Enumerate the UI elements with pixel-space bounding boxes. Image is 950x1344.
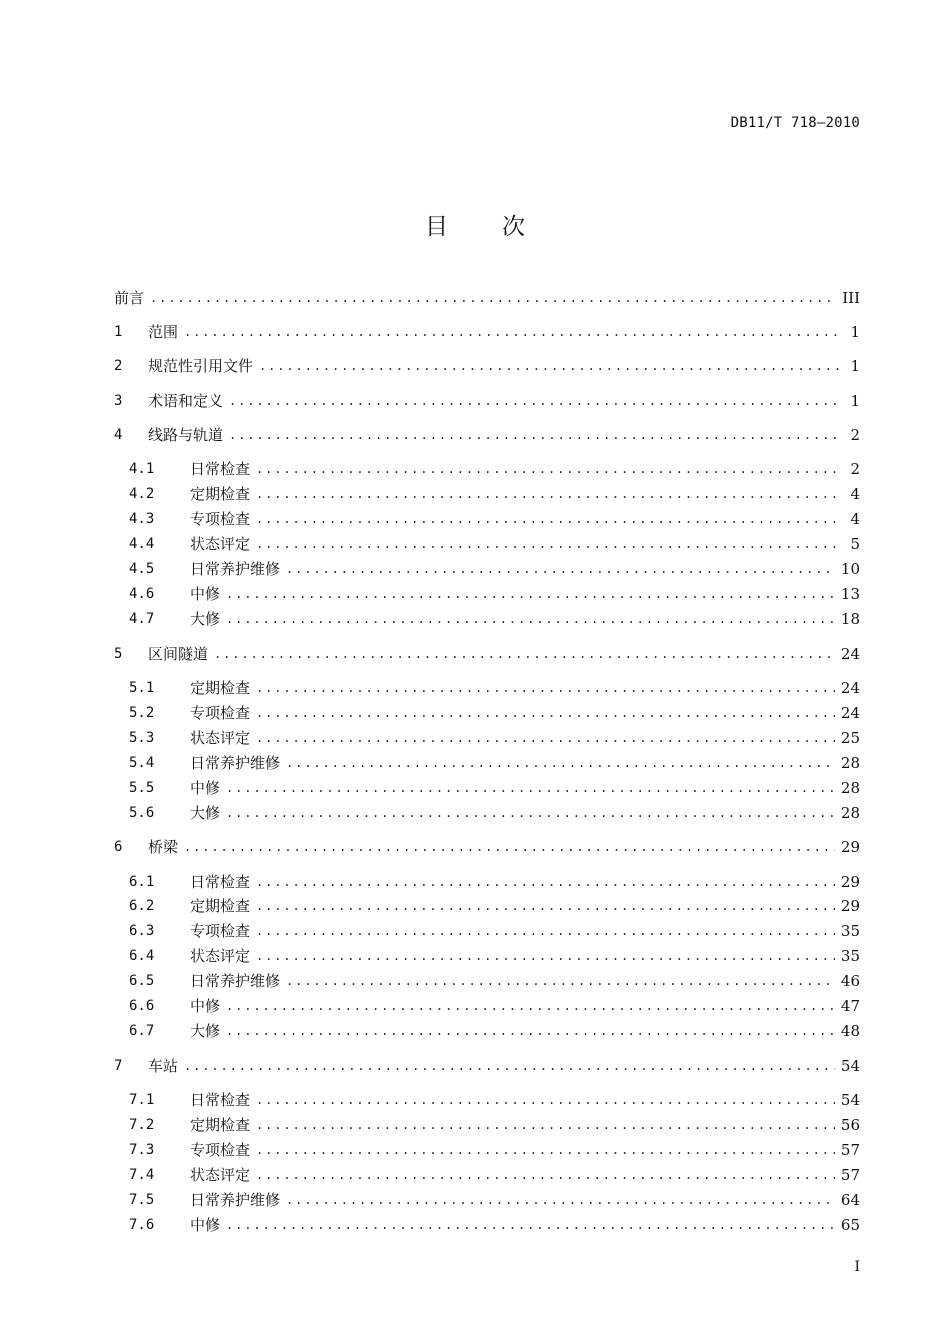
- toc-entry-label: 定期检查: [190, 897, 251, 915]
- toc-entry-page: 18: [840, 610, 860, 628]
- toc-subentry[interactable]: [129, 483, 860, 505]
- toc-entry-page: 1: [850, 323, 860, 341]
- toc-entry-page: 1: [850, 357, 860, 375]
- dot-leader: [226, 802, 835, 824]
- toc-entry-label: 线路与轨道: [148, 426, 224, 444]
- dot-leader: [286, 558, 835, 580]
- toc-subentry[interactable]: [129, 920, 860, 942]
- toc-entry-label: 中修: [190, 997, 221, 1015]
- toc-entry-label: 日常养护维修: [190, 972, 281, 990]
- toc-entry-page: 29: [840, 838, 860, 856]
- dot-leader: [286, 1189, 835, 1211]
- toc-entry-label: 定期检查: [190, 485, 251, 503]
- toc-entry-label: 日常检查: [190, 460, 251, 478]
- toc-subentry[interactable]: [129, 1164, 860, 1186]
- toc-subentry[interactable]: [129, 802, 860, 824]
- toc-entry-number: 5.5: [129, 780, 155, 796]
- toc-entry-label: 大修: [190, 610, 221, 628]
- toc-entry-page: 24: [840, 679, 860, 697]
- toc-entry-number: 5.3: [129, 730, 155, 746]
- toc-entry-number: 6.4: [129, 948, 155, 964]
- toc-subentry[interactable]: [129, 1114, 860, 1136]
- dot-leader: [229, 390, 840, 412]
- toc-entry-page: 28: [840, 779, 860, 797]
- dot-leader: [226, 1214, 835, 1236]
- toc-entry-page: 47: [840, 997, 860, 1015]
- toc-entry-page: 35: [840, 947, 860, 965]
- toc-subentry[interactable]: [129, 533, 860, 555]
- toc-subentry[interactable]: [129, 1139, 860, 1161]
- toc-subentry[interactable]: [129, 1189, 860, 1211]
- toc-entry-label: 状态评定: [190, 729, 251, 747]
- toc-entry-number: 5.2: [129, 705, 155, 721]
- toc-entry-page: 2: [850, 426, 860, 444]
- toc-subentry[interactable]: [129, 558, 860, 580]
- toc-entry-page: 1: [850, 392, 860, 410]
- toc-entry-number: 7.3: [129, 1142, 155, 1158]
- toc-entry-label: 专项检查: [190, 510, 251, 528]
- toc-subentry[interactable]: [129, 1020, 860, 1042]
- toc-entry[interactable]: [114, 836, 860, 858]
- toc-subentry[interactable]: [129, 1089, 860, 1111]
- dot-leader: [256, 945, 835, 967]
- toc-subentry[interactable]: [129, 608, 860, 630]
- toc-entry-label: 日常养护维修: [190, 1191, 281, 1209]
- toc-entry-page: 54: [840, 1057, 860, 1075]
- toc-entry-number: 5.4: [129, 755, 155, 771]
- toc-subentry[interactable]: [129, 995, 860, 1017]
- toc-entry-page: 10: [840, 560, 860, 578]
- toc-entry-number: 6.7: [129, 1023, 155, 1039]
- toc-entry-number: 4.1: [129, 461, 155, 477]
- toc-entry-label: 车站: [148, 1057, 179, 1075]
- dot-leader: [150, 287, 836, 309]
- toc-entry-label: 日常养护维修: [190, 560, 281, 578]
- toc-subentry[interactable]: [129, 752, 860, 774]
- toc-entry-label: 专项检查: [190, 922, 251, 940]
- dot-leader: [256, 483, 840, 505]
- toc-entry-page: 24: [840, 704, 860, 722]
- dot-leader: [256, 508, 840, 530]
- toc-entry-page: 24: [840, 645, 860, 663]
- toc-entry-label: 专项检查: [190, 1141, 251, 1159]
- toc-entry[interactable]: [114, 1055, 860, 1077]
- toc-entry-page: 35: [840, 922, 860, 940]
- toc-entry-number: 4: [114, 427, 123, 443]
- dot-leader: [256, 871, 835, 893]
- toc-entry-page: 29: [840, 873, 860, 891]
- dot-leader: [286, 970, 835, 992]
- dot-leader: [256, 458, 840, 480]
- toc-subentry[interactable]: [129, 727, 860, 749]
- toc-entry-number: 7.4: [129, 1167, 155, 1183]
- toc-entry-number: 7.5: [129, 1192, 155, 1208]
- toc-subentry[interactable]: [129, 970, 860, 992]
- toc-entry-number: 5: [114, 646, 123, 662]
- toc-entry-page: 2: [850, 460, 860, 478]
- toc-entry-number: 4.3: [129, 511, 155, 527]
- toc-entry-number: 7.1: [129, 1092, 155, 1108]
- toc-subentry[interactable]: [129, 508, 860, 530]
- toc-entry-number: 7: [114, 1058, 123, 1074]
- toc-entry-number: 6.1: [129, 874, 155, 890]
- toc-entry-label: 定期检查: [190, 1116, 251, 1134]
- toc-entry-label: 中修: [190, 585, 221, 603]
- dot-leader: [256, 727, 835, 749]
- dot-leader: [256, 1089, 835, 1111]
- dot-leader: [226, 1020, 835, 1042]
- toc-entry-label: 日常养护维修: [190, 754, 281, 772]
- toc-entry-page: 5: [850, 535, 860, 553]
- toc-entry-page: 65: [840, 1216, 860, 1234]
- toc-subentry[interactable]: [129, 1214, 860, 1236]
- toc-entry-page: 25: [840, 729, 860, 747]
- toc-entry-label: 状态评定: [190, 1166, 251, 1184]
- title-char-2: 次: [502, 214, 525, 240]
- toc-entry-label: 范围: [148, 323, 179, 341]
- toc-entry[interactable]: [114, 321, 860, 343]
- toc-entry-label: 前言: [114, 289, 145, 307]
- toc-entry-number: 1: [114, 324, 123, 340]
- toc-entry-label: 桥梁: [148, 838, 179, 856]
- toc-entry-page: 28: [840, 754, 860, 772]
- toc-entry-label: 中修: [190, 779, 221, 797]
- toc-entry[interactable]: [114, 643, 860, 665]
- toc-entry-page: 4: [850, 510, 860, 528]
- document-code: DB11/T 718—2010: [730, 115, 860, 131]
- dot-leader: [256, 1164, 835, 1186]
- toc-subentry[interactable]: [129, 777, 860, 799]
- toc-entry-number: 6.5: [129, 973, 155, 989]
- dot-leader: [226, 608, 835, 630]
- toc-entry-label: 大修: [190, 804, 221, 822]
- toc-subentry[interactable]: [129, 702, 860, 724]
- toc-entry-page: 57: [840, 1166, 860, 1184]
- dot-leader: [256, 895, 835, 917]
- dot-leader: [226, 777, 835, 799]
- toc-entry-page: 64: [840, 1191, 860, 1209]
- toc-entry-number: 7.2: [129, 1117, 155, 1133]
- toc-entry-number: 4.6: [129, 586, 155, 602]
- toc-entry[interactable]: [114, 355, 860, 377]
- toc-entry-page: 28: [840, 804, 860, 822]
- toc-entry-page: III: [842, 289, 860, 307]
- toc-entry-number: 6.6: [129, 998, 155, 1014]
- toc-entry-page: 13: [840, 585, 860, 603]
- toc-entry-label: 定期检查: [190, 679, 251, 697]
- toc-entry-page: 56: [840, 1116, 860, 1134]
- toc-entry-number: 7.6: [129, 1217, 155, 1233]
- dot-leader: [286, 752, 835, 774]
- dot-leader: [184, 836, 835, 858]
- toc-entry-number: 4.4: [129, 536, 155, 552]
- toc-entry-number: 5.6: [129, 805, 155, 821]
- dot-leader: [226, 583, 835, 605]
- page-folio: I: [854, 1259, 860, 1275]
- toc-entry-label: 状态评定: [190, 947, 251, 965]
- toc-entry-label: 状态评定: [190, 535, 251, 553]
- dot-leader: [259, 355, 840, 377]
- dot-leader: [256, 920, 835, 942]
- toc-entry-label: 日常检查: [190, 1091, 251, 1109]
- toc-entry-number: 6.2: [129, 898, 155, 914]
- dot-leader: [256, 533, 840, 555]
- toc-entry-label: 专项检查: [190, 704, 251, 722]
- toc-entry-number: 2: [114, 358, 123, 374]
- dot-leader: [184, 1055, 835, 1077]
- dot-leader: [229, 424, 840, 446]
- toc-entry-page: 54: [840, 1091, 860, 1109]
- toc-entry[interactable]: [114, 424, 860, 446]
- toc-entry-page: 57: [840, 1141, 860, 1159]
- dot-leader: [256, 1139, 835, 1161]
- toc-entry-number: 4.2: [129, 486, 155, 502]
- dot-leader: [184, 321, 840, 343]
- toc-entry-number: 6.3: [129, 923, 155, 939]
- toc-subentry[interactable]: [129, 871, 860, 893]
- dot-leader: [214, 643, 835, 665]
- toc-subentry[interactable]: [129, 458, 860, 480]
- toc-entry-label: 术语和定义: [148, 392, 224, 410]
- toc-entry-label: 规范性引用文件: [148, 357, 254, 375]
- toc-entry-label: 日常检查: [190, 873, 251, 891]
- toc-entry[interactable]: [114, 287, 860, 309]
- dot-leader: [256, 677, 835, 699]
- toc-subentry[interactable]: [129, 677, 860, 699]
- toc-entry-page: 46: [840, 972, 860, 990]
- toc-entry-number: 4.5: [129, 561, 155, 577]
- toc-entry-number: 3: [114, 393, 123, 409]
- toc-subentry[interactable]: [129, 895, 860, 917]
- dot-leader: [226, 995, 835, 1017]
- dot-leader: [256, 702, 835, 724]
- toc-entry-page: 48: [840, 1022, 860, 1040]
- toc-entry-label: 大修: [190, 1022, 221, 1040]
- toc-entry-page: 4: [850, 485, 860, 503]
- toc-entry-label: 区间隧道: [148, 645, 209, 663]
- toc-entry-number: 4.7: [129, 611, 155, 627]
- toc-entry-number: 6: [114, 839, 123, 855]
- toc-subentry[interactable]: [129, 583, 860, 605]
- toc-entry[interactable]: [114, 390, 860, 412]
- toc-entry-label: 中修: [190, 1216, 221, 1234]
- toc-entry-page: 29: [840, 897, 860, 915]
- title-char-1: 目: [425, 214, 448, 240]
- dot-leader: [256, 1114, 835, 1136]
- toc-entry-number: 5.1: [129, 680, 155, 696]
- toc-subentry[interactable]: [129, 945, 860, 967]
